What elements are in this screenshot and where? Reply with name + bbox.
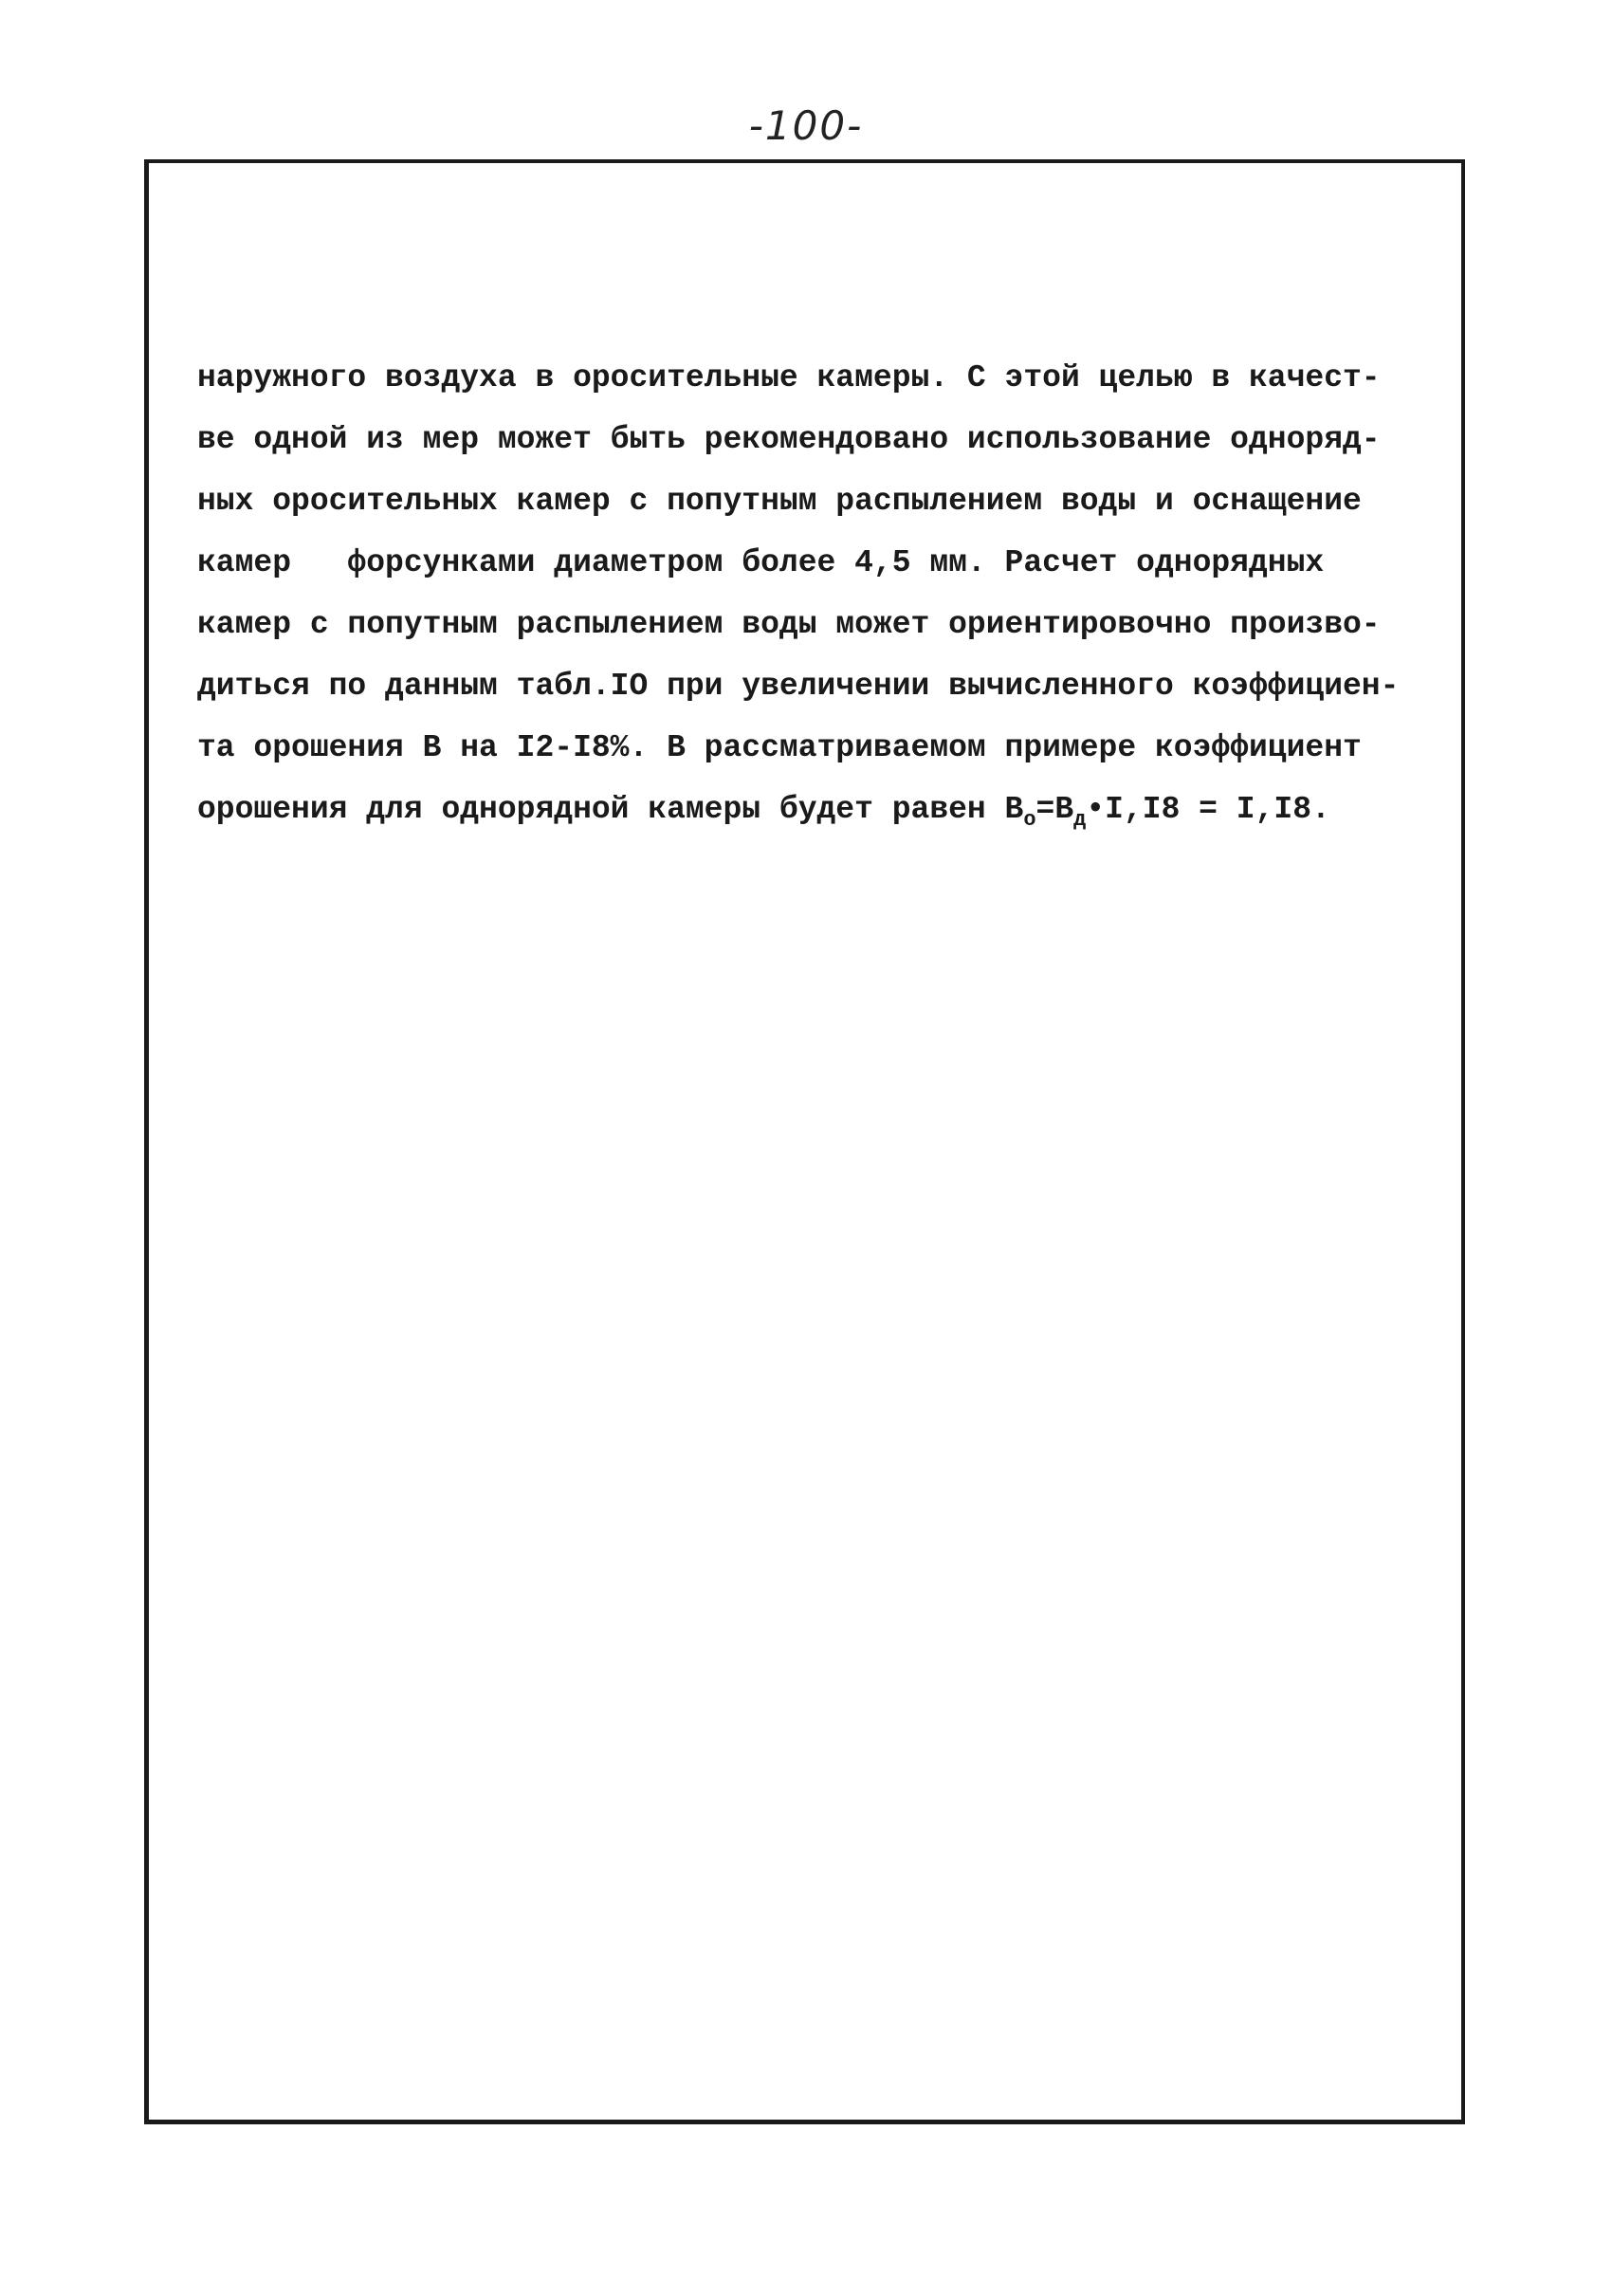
text-line-3: ных оросительных камер с попутным распылением воды и оснащение — [197, 484, 1362, 519]
text-line-5: камер с попутным распылением воды может ориентировочно произво- — [197, 607, 1381, 642]
formula-text-after: •I,I8 = I,I8. — [1086, 792, 1330, 827]
formula-text-before: орошения для однорядной камеры будет равен В — [197, 792, 1024, 827]
text-line-7: та орошения В на I2-I8%. В рассматриваемом примере коэффициент — [197, 730, 1362, 765]
text-line-4: камер форсунками диаметром более 4,5 мм. Расчет однорядных — [197, 545, 1325, 580]
formula-subscript-o: о — [1023, 808, 1036, 832]
formula-text-middle: =В — [1035, 792, 1074, 827]
page-number: -100- — [748, 102, 864, 149]
body-text — [197, 347, 1449, 840]
text-line-8 — [197, 779, 1449, 840]
formula-subscript-d: д — [1073, 808, 1087, 832]
text-line-6: диться по данным табл.IO при увеличении вычисленного коэффициен- — [197, 669, 1400, 704]
text-line-1: наружного воздуха в оросительные камеры. С этой целью в качест- — [197, 360, 1381, 395]
text-line-2: ве одной из мер может быть рекомендовано использование однoряд- — [197, 422, 1381, 457]
